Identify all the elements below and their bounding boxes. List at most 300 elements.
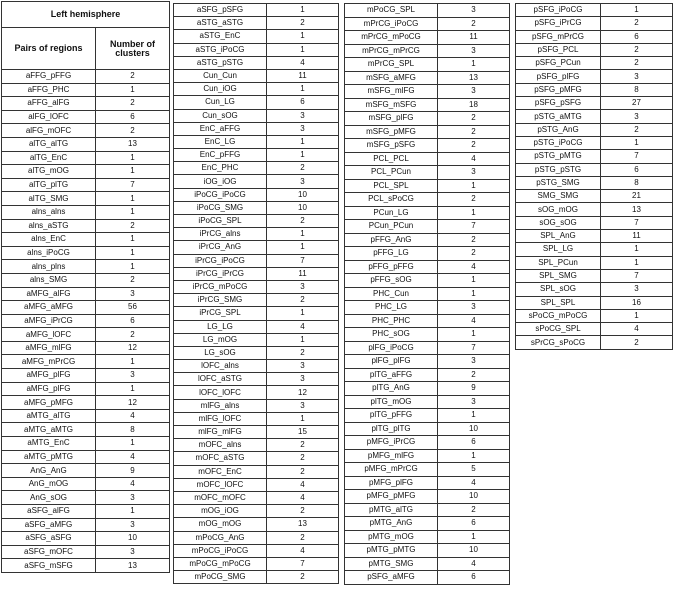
region-pair-cell: SPL_AnG — [516, 230, 601, 243]
region-pair-cell: iPrCG_iPoCG — [174, 254, 267, 267]
table-row — [174, 175, 339, 188]
cluster-count-cell: 4 — [267, 56, 339, 69]
cluster-count-cell: 12 — [96, 396, 170, 410]
cluster-count-cell: 1 — [267, 4, 339, 17]
table-row — [174, 228, 339, 241]
table-row — [516, 97, 673, 110]
cluster-count-cell: 11 — [438, 31, 510, 45]
cluster-count-cell: 1 — [438, 449, 510, 463]
region-pair-cell: aSFG_aMFG — [2, 518, 96, 532]
table-row — [2, 124, 170, 138]
cluster-count-cell: 4 — [267, 491, 339, 504]
table-row — [345, 409, 510, 423]
table-row — [2, 70, 170, 84]
table-row — [174, 69, 339, 82]
region-pair-cell: lOFC_alns — [174, 360, 267, 373]
cluster-count-cell: 3 — [267, 280, 339, 293]
table-row — [174, 149, 339, 162]
table-row — [345, 517, 510, 531]
region-pair-cell: pFFG_sOG — [345, 274, 438, 288]
cluster-count-cell: 8 — [96, 423, 170, 437]
region-pair-cell: mSFG_pSFG — [345, 139, 438, 153]
region-pair-cell: mOFC_aSTG — [174, 452, 267, 465]
table-row — [345, 206, 510, 220]
region-pair-cell: alTG_EnC — [2, 151, 96, 165]
region-pair-cell: SPL_LG — [516, 243, 601, 256]
region-pair-cell: iPrCG_iPrCG — [174, 267, 267, 280]
region-pair-cell: PHC_sOG — [345, 328, 438, 342]
cluster-count-cell: 2 — [96, 124, 170, 138]
region-pair-cell: alFG_mOFC — [2, 124, 96, 138]
region-pair-cell: aMFG_mlFG — [2, 341, 96, 355]
region-pair-cell: pSFG_iPrCG — [516, 17, 601, 30]
region-pair-cell: aSFG_aSFG — [2, 532, 96, 546]
region-pair-cell: mlFG_mlFG — [174, 426, 267, 439]
cluster-count-cell: 1 — [96, 151, 170, 165]
region-pair-cell: SPL_SPL — [516, 296, 601, 309]
cluster-count-cell: 2 — [438, 233, 510, 247]
cluster-count-cell: 15 — [267, 426, 339, 439]
region-pair-cell: pSFG_PCun — [516, 57, 601, 70]
table-row — [174, 56, 339, 69]
table-row — [516, 57, 673, 70]
table-row — [2, 545, 170, 559]
cluster-count-cell: 3 — [267, 122, 339, 135]
table-row — [345, 557, 510, 571]
table-row — [345, 328, 510, 342]
cluster-count-cell: 3 — [601, 70, 673, 83]
table-row — [2, 137, 170, 151]
cluster-count-cell: 2 — [601, 123, 673, 136]
region-pair-cell: alns_SMG — [2, 273, 96, 287]
region-pair-cell: aFFG_alFG — [2, 97, 96, 111]
region-pair-cell: iPrCG_SMG — [174, 294, 267, 307]
cluster-count-cell: 6 — [96, 110, 170, 124]
region-pair-cell: plTG_aFFG — [345, 368, 438, 382]
table-row — [345, 44, 510, 58]
cluster-count-cell: 3 — [267, 373, 339, 386]
cluster-count-cell: 3 — [601, 110, 673, 123]
region-pair-cell: aMTG_alTG — [2, 409, 96, 423]
table-row — [174, 412, 339, 425]
region-pair-cell: mOG_mOG — [174, 518, 267, 531]
region-pair-cell: pMTG_mOG — [345, 530, 438, 544]
table-row — [345, 58, 510, 72]
region-pair-cell: aMFG_iPrCG — [2, 314, 96, 328]
cluster-count-cell: 3 — [438, 44, 510, 58]
table-row — [174, 465, 339, 478]
table-row — [345, 139, 510, 153]
cluster-count-cell: 1 — [438, 206, 510, 220]
cluster-count-cell: 2 — [267, 452, 339, 465]
table-row — [345, 233, 510, 247]
cluster-count-cell: 7 — [601, 269, 673, 282]
region-pair-cell: mSFG_mSFG — [345, 98, 438, 112]
cluster-count-cell: 1 — [438, 274, 510, 288]
table-row — [345, 125, 510, 139]
region-pair-cell: iPrCG_mPoCG — [174, 280, 267, 293]
table-row — [174, 491, 339, 504]
table-row — [345, 179, 510, 193]
region-pair-cell: aSFG_mSFG — [2, 559, 96, 573]
region-pair-cell: Cun_iOG — [174, 83, 267, 96]
cluster-count-cell: 7 — [438, 341, 510, 355]
region-pair-cell: aMTG_EnC — [2, 437, 96, 451]
region-pair-cell: SPL_PCun — [516, 256, 601, 269]
region-pair-cell: mPoCG_iPoCG — [174, 544, 267, 557]
region-pair-cell: sPrCG_sPoCG — [516, 336, 601, 349]
table-row — [2, 491, 170, 505]
cluster-count-cell: 2 — [438, 368, 510, 382]
table-row — [174, 83, 339, 96]
cluster-count-cell: 21 — [601, 190, 673, 203]
cluster-count-cell: 12 — [267, 386, 339, 399]
cluster-count-cell: 3 — [438, 395, 510, 409]
region-pair-cell: mPrCG_SPL — [345, 58, 438, 72]
region-pair-cell: mPoCG_SMG — [174, 571, 267, 584]
table-row — [2, 328, 170, 342]
cluster-count-cell: 2 — [601, 17, 673, 30]
cluster-count-cell: 7 — [601, 150, 673, 163]
region-pair-cell: pFFG_AnG — [345, 233, 438, 247]
cluster-count-cell: 2 — [96, 219, 170, 233]
cluster-count-cell: 10 — [267, 201, 339, 214]
region-pair-cell: LG_LG — [174, 320, 267, 333]
cluster-count-cell: 11 — [601, 230, 673, 243]
cluster-count-cell: 1 — [96, 505, 170, 519]
cluster-count-cell: 1 — [438, 58, 510, 72]
region-pair-cell: pMTG_AnG — [345, 517, 438, 531]
table-row — [174, 452, 339, 465]
cluster-count-cell: 2 — [601, 336, 673, 349]
cluster-count-cell: 7 — [601, 216, 673, 229]
cluster-count-cell: 7 — [267, 254, 339, 267]
cluster-count-cell: 12 — [96, 341, 170, 355]
cluster-count-cell: 1 — [438, 179, 510, 193]
region-pair-cell: pSTG_aMTG — [516, 110, 601, 123]
region-pair-cell: aMFG_aMFG — [2, 301, 96, 315]
table-row — [516, 83, 673, 96]
region-pair-cell: iPrCG_SPL — [174, 307, 267, 320]
cluster-count-cell: 10 — [438, 544, 510, 558]
table-row — [345, 530, 510, 544]
cluster-count-cell: 1 — [438, 328, 510, 342]
cluster-count-cell: 1 — [96, 233, 170, 247]
table-row — [345, 368, 510, 382]
table-row — [345, 112, 510, 126]
cluster-count-cell: 1 — [96, 437, 170, 451]
region-pair-cell: pSFG_pSFG — [516, 97, 601, 110]
region-pair-cell: iOG_iOG — [174, 175, 267, 188]
region-pair-cell: pFFG_LG — [345, 247, 438, 261]
table-row — [2, 233, 170, 247]
table-row — [2, 505, 170, 519]
table-row — [345, 503, 510, 517]
table-row — [516, 323, 673, 336]
table-row — [2, 382, 170, 396]
table-row — [174, 162, 339, 175]
cluster-count-cell: 3 — [267, 399, 339, 412]
region-pair-cell: alns_alns — [2, 205, 96, 219]
table-row — [345, 382, 510, 396]
table-row — [2, 396, 170, 410]
cluster-count-cell: 11 — [267, 267, 339, 280]
table-row — [2, 178, 170, 192]
region-pair-cell: pMTG_pMTG — [345, 544, 438, 558]
cluster-count-cell: 1 — [96, 205, 170, 219]
cluster-count-cell: 6 — [267, 96, 339, 109]
region-pairs-table-1 — [1, 1, 170, 573]
cluster-count-cell: 1 — [601, 309, 673, 322]
table-row — [174, 544, 339, 557]
table-row — [2, 110, 170, 124]
cluster-count-cell: 2 — [267, 346, 339, 359]
table-row — [345, 71, 510, 85]
table-row — [345, 436, 510, 450]
cluster-count-cell: 13 — [601, 203, 673, 216]
table-row — [345, 355, 510, 369]
region-pair-cell: pSFG_aMFG — [345, 571, 438, 585]
table-row — [2, 219, 170, 233]
region-pairs-table-2 — [173, 3, 339, 584]
table-row — [2, 369, 170, 383]
cluster-count-cell: 56 — [96, 301, 170, 315]
cluster-count-cell: 2 — [96, 97, 170, 111]
table-row — [174, 188, 339, 201]
table-row — [516, 203, 673, 216]
cluster-count-cell: 2 — [267, 505, 339, 518]
cluster-count-cell: 1 — [96, 246, 170, 260]
table-body-3 — [345, 4, 510, 585]
cluster-count-cell: 2 — [267, 215, 339, 228]
table-row — [2, 287, 170, 301]
cluster-count-cell: 4 — [438, 476, 510, 490]
cluster-count-cell: 1 — [438, 530, 510, 544]
table-row — [2, 518, 170, 532]
cluster-count-cell: 9 — [438, 382, 510, 396]
table-row — [345, 490, 510, 504]
cluster-count-cell: 1 — [96, 165, 170, 179]
cluster-count-cell: 3 — [96, 518, 170, 532]
region-pair-cell: aSTG_iPoCG — [174, 43, 267, 56]
region-pair-cell: plFG_plFG — [345, 355, 438, 369]
table-row — [516, 70, 673, 83]
table-row — [2, 151, 170, 165]
region-pair-cell: pSTG_AnG — [516, 123, 601, 136]
region-pair-cell: aMFG_pMFG — [2, 396, 96, 410]
region-pair-cell: iPrCG_AnG — [174, 241, 267, 254]
table-row — [345, 4, 510, 18]
cluster-count-cell: 3 — [438, 166, 510, 180]
region-pair-cell: AnG_mOG — [2, 477, 96, 491]
cluster-count-cell: 10 — [438, 490, 510, 504]
region-pair-cell: PCL_PCL — [345, 152, 438, 166]
table-row — [174, 4, 339, 17]
region-pair-cell: pMFG_mlFG — [345, 449, 438, 463]
cluster-count-cell: 2 — [267, 162, 339, 175]
region-pair-cell: sOG_mOG — [516, 203, 601, 216]
cluster-count-cell: 2 — [438, 193, 510, 207]
table-row — [345, 152, 510, 166]
region-pair-cell: aSFG_alFG — [2, 505, 96, 519]
region-pair-cell: pSTG_iPoCG — [516, 136, 601, 149]
cluster-count-cell: 6 — [438, 571, 510, 585]
table-row — [174, 30, 339, 43]
table-row — [174, 254, 339, 267]
region-pair-cell: aFFG_PHC — [2, 83, 96, 97]
region-pair-cell: mOFC_alns — [174, 439, 267, 452]
table-row — [2, 165, 170, 179]
table-row — [174, 557, 339, 570]
cluster-count-cell: 11 — [267, 69, 339, 82]
table-row — [174, 346, 339, 359]
cluster-count-cell: 1 — [601, 4, 673, 17]
table-body-2 — [174, 4, 339, 584]
table-row — [516, 336, 673, 349]
table-row — [516, 150, 673, 163]
cluster-count-cell: 4 — [96, 450, 170, 464]
cluster-count-cell: 4 — [438, 314, 510, 328]
pairs-column-header: Pairs of regions — [2, 28, 96, 70]
cluster-count-cell: 8 — [601, 83, 673, 96]
cluster-count-cell: 2 — [267, 294, 339, 307]
region-pair-cell: alTG_SMG — [2, 192, 96, 206]
cluster-count-cell: 2 — [96, 328, 170, 342]
region-pair-cell: iPoCG_iPoCG — [174, 188, 267, 201]
cluster-count-cell: 4 — [96, 409, 170, 423]
cluster-count-cell: 2 — [267, 465, 339, 478]
region-pair-cell: aMFG_plFG — [2, 369, 96, 383]
region-pair-cell: aSTG_pSTG — [174, 56, 267, 69]
cluster-count-cell: 2 — [267, 531, 339, 544]
table-row — [174, 333, 339, 346]
table-row — [345, 247, 510, 261]
region-pair-cell: alns_aSTG — [2, 219, 96, 233]
table-row — [2, 355, 170, 369]
cluster-count-cell: 18 — [438, 98, 510, 112]
region-pair-cell: aMTG_aMTG — [2, 423, 96, 437]
table-row — [516, 296, 673, 309]
region-pair-cell: pSTG_SMG — [516, 176, 601, 189]
table-row — [174, 215, 339, 228]
cluster-count-cell: 1 — [438, 287, 510, 301]
cluster-count-cell: 3 — [601, 283, 673, 296]
table-row — [2, 559, 170, 573]
table-body-1 — [2, 70, 170, 573]
table-row — [2, 260, 170, 274]
cluster-count-cell: 4 — [438, 260, 510, 274]
cluster-count-cell: 8 — [601, 176, 673, 189]
region-pair-cell: pMTG_alTG — [345, 503, 438, 517]
region-pair-cell: PHC_PHC — [345, 314, 438, 328]
region-pairs-table-3 — [344, 3, 510, 585]
table-row — [345, 31, 510, 45]
cluster-count-cell: 1 — [267, 228, 339, 241]
table-row — [516, 163, 673, 176]
table-row — [2, 464, 170, 478]
cluster-count-cell: 4 — [267, 544, 339, 557]
cluster-count-cell: 4 — [438, 152, 510, 166]
region-pair-cell: EnC_PHC — [174, 162, 267, 175]
region-pair-cell: alTG_alTG — [2, 137, 96, 151]
region-pair-cell: aMFG_plFG — [2, 382, 96, 396]
cluster-count-cell: 4 — [96, 477, 170, 491]
region-pair-cell: AnG_AnG — [2, 464, 96, 478]
region-pair-cell: alns_plns — [2, 260, 96, 274]
table-row — [2, 450, 170, 464]
table-row — [174, 294, 339, 307]
cluster-count-cell: 1 — [601, 243, 673, 256]
cluster-count-cell: 2 — [267, 571, 339, 584]
region-pair-cell: Cun_sOG — [174, 109, 267, 122]
table-row — [174, 241, 339, 254]
table-row — [345, 314, 510, 328]
cluster-count-cell: 9 — [96, 464, 170, 478]
table-row — [2, 273, 170, 287]
table-row — [516, 123, 673, 136]
table-row — [174, 571, 339, 584]
cluster-count-cell: 13 — [438, 71, 510, 85]
table-row — [516, 30, 673, 43]
table-row — [174, 43, 339, 56]
region-pair-cell: pMTG_SMG — [345, 557, 438, 571]
table-row — [345, 463, 510, 477]
table-row — [174, 399, 339, 412]
cluster-count-cell: 1 — [96, 83, 170, 97]
region-pair-cell: pMFG_pMFG — [345, 490, 438, 504]
region-pair-cell: PCL_SPL — [345, 179, 438, 193]
region-pair-cell: lOFC_aSTG — [174, 373, 267, 386]
region-pair-cell: mOFC_lOFC — [174, 478, 267, 491]
cluster-count-cell: 3 — [438, 4, 510, 18]
region-pair-cell: mPrCG_mPrCG — [345, 44, 438, 58]
table-row — [174, 373, 339, 386]
region-pair-cell: mSFG_plFG — [345, 112, 438, 126]
region-pair-cell: iPoCG_SPL — [174, 215, 267, 228]
table-row — [516, 110, 673, 123]
table-row — [516, 216, 673, 229]
table-row — [2, 423, 170, 437]
table-row — [345, 476, 510, 490]
cluster-count-cell: 1 — [267, 333, 339, 346]
cluster-count-cell: 4 — [267, 320, 339, 333]
table-row — [516, 256, 673, 269]
clusters-column-header: Number of clusters — [96, 28, 170, 70]
region-pair-cell: pSFG_iPoCG — [516, 4, 601, 17]
table-row — [345, 193, 510, 207]
table-row — [516, 243, 673, 256]
table-row — [516, 136, 673, 149]
table-row — [2, 205, 170, 219]
region-pair-cell: SPL_sOG — [516, 283, 601, 296]
table-row — [174, 426, 339, 439]
table-row — [174, 135, 339, 148]
table-row — [345, 220, 510, 234]
table-row — [2, 192, 170, 206]
table-row — [345, 17, 510, 31]
region-pair-cell: mSFG_pMFG — [345, 125, 438, 139]
table-row — [516, 190, 673, 203]
region-pair-cell: pSTG_pSTG — [516, 163, 601, 176]
region-pair-cell: plTG_pFFG — [345, 409, 438, 423]
region-pair-cell: aMTG_pMTG — [2, 450, 96, 464]
table-row — [345, 274, 510, 288]
table-row — [2, 437, 170, 451]
region-pair-cell: alns_EnC — [2, 233, 96, 247]
cluster-count-cell: 1 — [96, 355, 170, 369]
region-pair-cell: plTG_mOG — [345, 395, 438, 409]
region-pair-cell: pSFG_PCL — [516, 43, 601, 56]
